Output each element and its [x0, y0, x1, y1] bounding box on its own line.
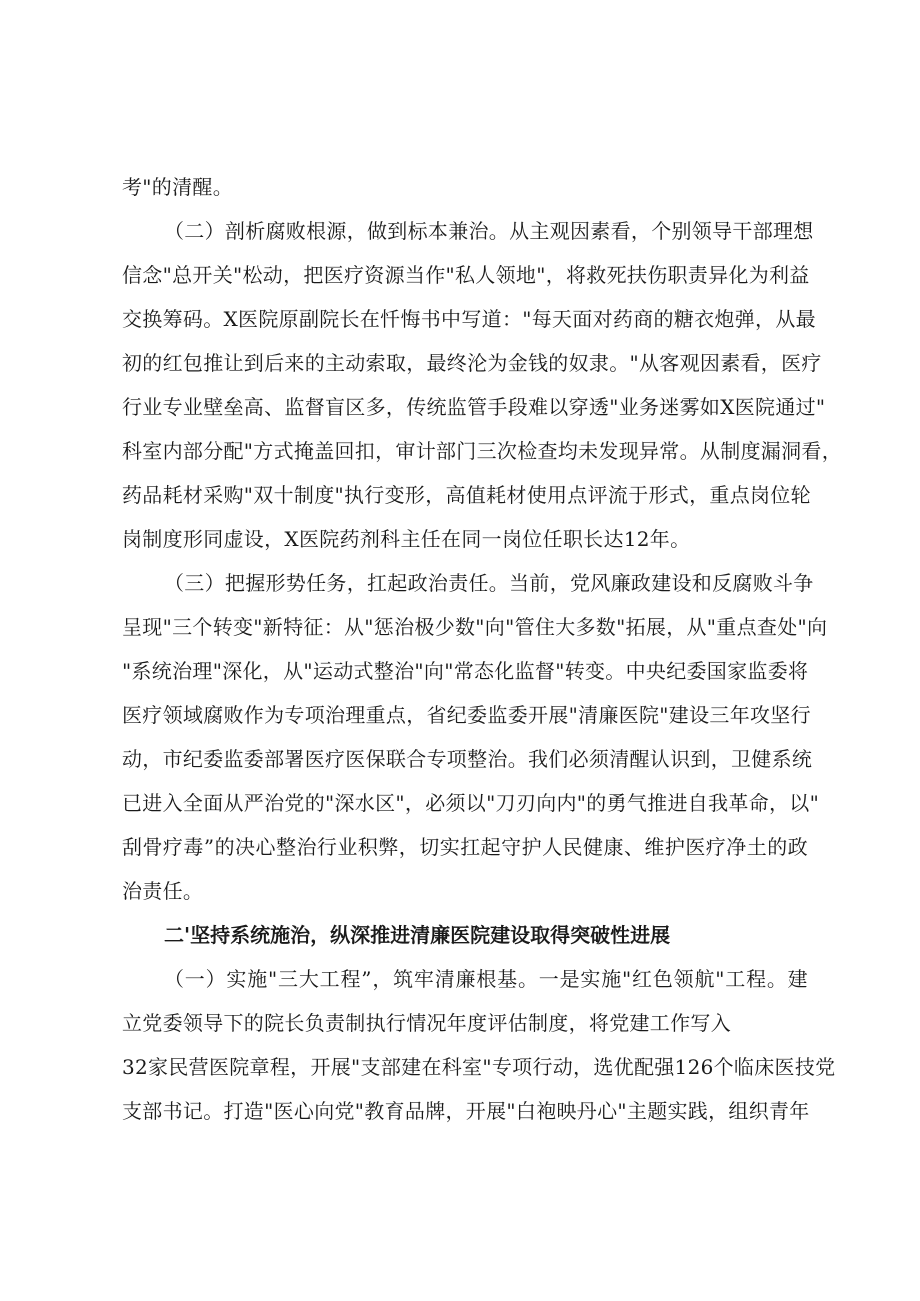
paragraph-line: 刮骨疗毒”的决心整治行业积弊，切实扛起守护人民健康、维护医疗净土的政 — [122, 835, 808, 859]
paragraph-line: 立党委领导下的院长负责制执行情况年度评估制度，将党建工作写入 — [122, 1011, 731, 1035]
paragraph-line: "系统治理"深化，从"运动式整治"向"常态化监督"转变。中央纪委国家监委将 — [122, 659, 809, 683]
paragraph-line: 医疗领域腐败作为专项治理重点，省纪委监委开展"清廉医院"建设三年攻坚行 — [122, 703, 811, 727]
paragraph-line: 考"的清醒。 — [122, 175, 233, 199]
paragraph-line: 已进入全面从严治党的"深水区"，必须以"刀刃向内"的勇气推进自我革命，以" — [122, 791, 820, 815]
paragraph-line: 治责任。 — [122, 879, 204, 903]
paragraph-line: 岗制度形同虚设，X医院药剂科主任在同一岗位任职长达12年。 — [122, 527, 691, 551]
paragraph-line: 支部书记。打造"医心向党"教育品牌，开展"白袍映丹心"主题实践，组织青年 — [122, 1099, 810, 1123]
paragraph-line: 交换筹码。X医院原副院长在忏悔书中写道："每天面对药商的糖衣炮弹，从最 — [122, 307, 816, 331]
paragraph-line: 呈现"三个转变"新特征：从"惩治极少数"向"管住大多数"拓展，从"重点查处"向 — [122, 615, 828, 639]
paragraph-line: 科室内部分配"方式掩盖回扣，审计部门三次检查均未发现异常。从制度漏洞看， — [122, 439, 842, 463]
paragraph-line: 药品耗材采购"双十制度"执行变形，高值耗材使用点评流于形式，重点岗位轮 — [122, 483, 811, 507]
paragraph-line: 行业专业壁垒高、监督盲区多，传统监管手段难以穿透"业务迷雾如X医院通过" — [122, 395, 826, 419]
paragraph-line: （二）剖析腐败根源，做到标本兼治。从主观因素看，个别领导干部理想 — [164, 219, 814, 243]
paragraph-line: 动，市纪委监委部署医疗医保联合专项整治。我们必须清醒认识到，卫健系统 — [122, 747, 813, 771]
paragraph-line: 初的红包推让到后来的主动索取，最终沦为金钱的奴隶。"从客观因素看，医疗 — [122, 351, 822, 375]
paragraph-line: 32家民营医院章程，开展"支部建在科室"专项行动，选优配强126个临床医技党 — [122, 1055, 836, 1079]
paragraph-line: （三）把握形势任务，扛起政治责任。当前，党风廉政建设和反腐败斗争 — [164, 571, 814, 595]
paragraph-line: 信念"总开关"松动，把医疗资源当作"私人领地"，将救死扶伤职责异化为利益 — [122, 263, 810, 287]
paragraph-line: （一）实施"三大工程”，筑牢清廉根基。一是实施"红色领航"工程。建 — [164, 967, 808, 991]
section-heading: 二'坚持系统施治，纵深推进清廉医院建设取得突破性进展 — [164, 923, 671, 947]
